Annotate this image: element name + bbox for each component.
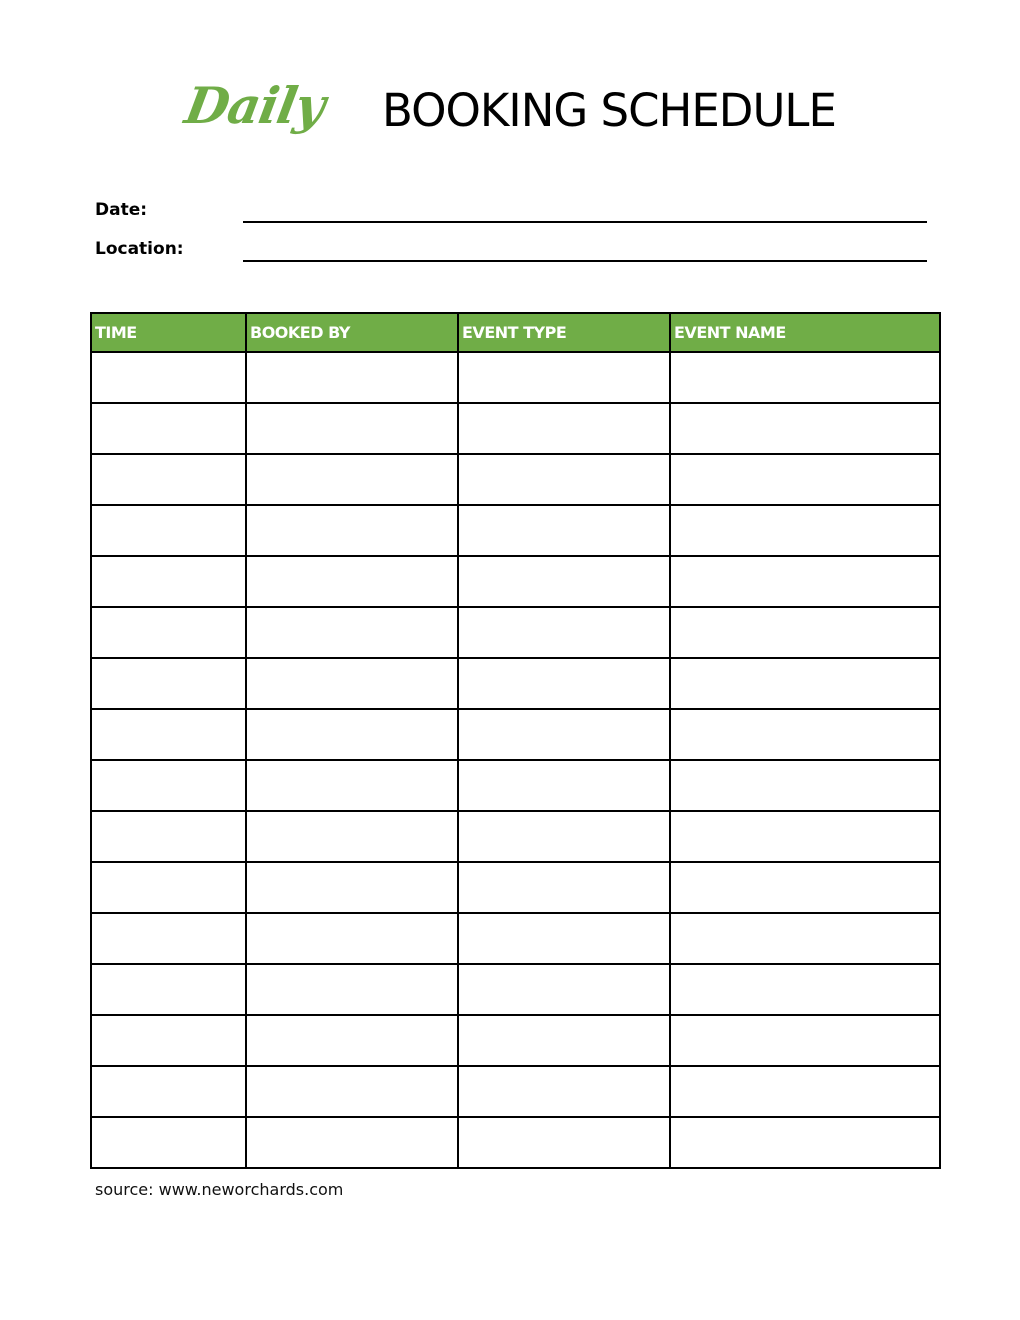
cell-booked-by[interactable]: [246, 913, 458, 964]
cell-event-type[interactable]: [458, 862, 670, 913]
table-row: [91, 403, 940, 454]
cell-booked-by[interactable]: [246, 505, 458, 556]
cell-booked-by[interactable]: [246, 454, 458, 505]
cell-time[interactable]: [91, 760, 246, 811]
table-row: [91, 1015, 940, 1066]
source-credit: source: www.neworchards.com: [95, 1180, 344, 1199]
cell-event-name[interactable]: [670, 352, 940, 403]
cell-event-type[interactable]: [458, 556, 670, 607]
cell-event-type[interactable]: [458, 811, 670, 862]
cell-booked-by[interactable]: [246, 658, 458, 709]
table-row: [91, 913, 940, 964]
cell-event-type[interactable]: [458, 505, 670, 556]
cell-event-type[interactable]: [458, 352, 670, 403]
table-row: [91, 709, 940, 760]
cell-time[interactable]: [91, 1015, 246, 1066]
cell-event-type[interactable]: [458, 403, 670, 454]
cell-time[interactable]: [91, 862, 246, 913]
cell-event-name[interactable]: [670, 964, 940, 1015]
cell-time[interactable]: [91, 607, 246, 658]
cell-event-name[interactable]: [670, 556, 940, 607]
table-row: [91, 556, 940, 607]
cell-event-type[interactable]: [458, 709, 670, 760]
table-row: [91, 862, 940, 913]
cell-time[interactable]: [91, 556, 246, 607]
location-label: Location:: [95, 239, 184, 259]
cell-event-name[interactable]: [670, 1066, 940, 1117]
table-row: [91, 1066, 940, 1117]
cell-event-name[interactable]: [670, 1117, 940, 1168]
cell-time[interactable]: [91, 964, 246, 1015]
column-header-time: TIME: [91, 313, 246, 352]
cell-event-name[interactable]: [670, 862, 940, 913]
cell-event-type[interactable]: [458, 913, 670, 964]
cell-event-type[interactable]: [458, 1015, 670, 1066]
cell-booked-by[interactable]: [246, 760, 458, 811]
cell-event-type[interactable]: [458, 964, 670, 1015]
table-row: [91, 607, 940, 658]
cell-event-type[interactable]: [458, 1066, 670, 1117]
cell-event-name[interactable]: [670, 1015, 940, 1066]
table-row: [91, 454, 940, 505]
date-label: Date:: [95, 200, 148, 220]
table-row: [91, 352, 940, 403]
cell-event-name[interactable]: [670, 607, 940, 658]
cell-event-type[interactable]: [458, 1117, 670, 1168]
table-row: [91, 658, 940, 709]
cell-time[interactable]: [91, 352, 246, 403]
cell-time[interactable]: [91, 454, 246, 505]
cell-event-name[interactable]: [670, 454, 940, 505]
daily-script-title: Daily: [180, 76, 330, 135]
cell-booked-by[interactable]: [246, 1015, 458, 1066]
cell-time[interactable]: [91, 913, 246, 964]
cell-time[interactable]: [91, 403, 246, 454]
table-header-row: [91, 313, 940, 352]
date-field[interactable]: [243, 221, 927, 223]
cell-booked-by[interactable]: [246, 964, 458, 1015]
cell-event-type[interactable]: [458, 760, 670, 811]
cell-booked-by[interactable]: [246, 352, 458, 403]
cell-booked-by[interactable]: [246, 556, 458, 607]
cell-time[interactable]: [91, 658, 246, 709]
cell-time[interactable]: [91, 505, 246, 556]
column-header-event-name: EVENT NAME: [670, 313, 940, 352]
cell-booked-by[interactable]: [246, 811, 458, 862]
cell-booked-by[interactable]: [246, 1117, 458, 1168]
cell-time[interactable]: [91, 709, 246, 760]
title-row: [0, 72, 1020, 152]
cell-event-name[interactable]: [670, 505, 940, 556]
cell-event-type[interactable]: [458, 454, 670, 505]
table-row: [91, 760, 940, 811]
cell-time[interactable]: [91, 1066, 246, 1117]
cell-event-name[interactable]: [670, 760, 940, 811]
cell-event-type[interactable]: [458, 658, 670, 709]
cell-time[interactable]: [91, 811, 246, 862]
cell-event-name[interactable]: [670, 913, 940, 964]
page-title: BOOKING SCHEDULE: [382, 84, 836, 137]
cell-booked-by[interactable]: [246, 1066, 458, 1117]
cell-event-name[interactable]: [670, 658, 940, 709]
cell-event-name[interactable]: [670, 811, 940, 862]
table-row: [91, 505, 940, 556]
cell-booked-by[interactable]: [246, 862, 458, 913]
cell-booked-by[interactable]: [246, 607, 458, 658]
table-row: [91, 811, 940, 862]
cell-booked-by[interactable]: [246, 709, 458, 760]
cell-event-name[interactable]: [670, 709, 940, 760]
booking-table: [90, 312, 941, 1169]
table-row: [91, 964, 940, 1015]
column-header-booked-by: BOOKED BY: [246, 313, 458, 352]
cell-time[interactable]: [91, 1117, 246, 1168]
table-body: [91, 352, 940, 1168]
column-header-event-type: EVENT TYPE: [458, 313, 670, 352]
cell-booked-by[interactable]: [246, 403, 458, 454]
table-row: [91, 1117, 940, 1168]
cell-event-type[interactable]: [458, 607, 670, 658]
location-field[interactable]: [243, 260, 927, 262]
cell-event-name[interactable]: [670, 403, 940, 454]
